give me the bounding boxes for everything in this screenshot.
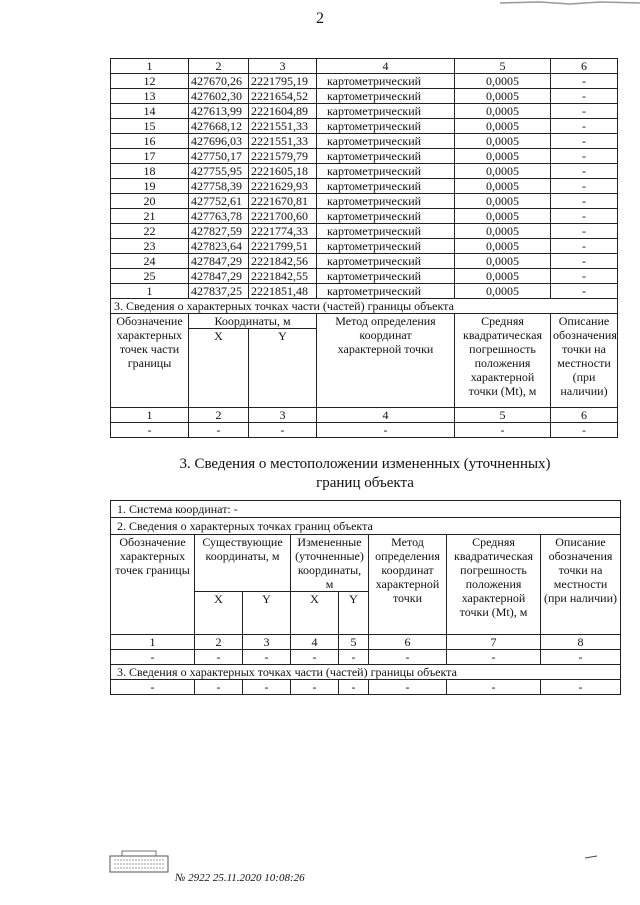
header-designation: Обозначение характерных точек границы <box>111 535 195 635</box>
cell-method: картометрический <box>317 284 455 299</box>
table-row <box>111 89 618 104</box>
cell-accuracy: 0,0005 <box>455 134 551 149</box>
table-row <box>111 179 618 194</box>
col-num: 5 <box>455 59 551 74</box>
cell-y: 2221551,33 <box>249 119 317 134</box>
cell-y: 2221799,51 <box>249 239 317 254</box>
cell-n: 22 <box>111 224 189 239</box>
header-y: Y <box>249 329 317 408</box>
pen-mark-icon <box>585 855 597 859</box>
changed-boundaries-table <box>110 500 621 695</box>
cell-x: 427827,59 <box>189 224 249 239</box>
table-row <box>111 284 618 299</box>
cell-y: 2221654,52 <box>249 89 317 104</box>
col-num: 3 <box>249 59 317 74</box>
cell-accuracy: 0,0005 <box>455 164 551 179</box>
cell-x: 427602,30 <box>189 89 249 104</box>
cell-n: 1 <box>111 284 189 299</box>
dash-cell: - <box>111 680 195 695</box>
cell-accuracy: 0,0005 <box>455 254 551 269</box>
dash-cell: - <box>369 650 447 665</box>
cell-x: 427750,17 <box>189 149 249 164</box>
col-num: 2 <box>189 408 249 423</box>
cell-x: 427823,64 <box>189 239 249 254</box>
cell-accuracy: 0,0005 <box>455 149 551 164</box>
header-existing: Существующие координаты, м <box>195 535 291 592</box>
cell-x: 427837,25 <box>189 284 249 299</box>
scan-edge-mark <box>500 0 640 6</box>
cell-y: 2221605,18 <box>249 164 317 179</box>
dash-cell: - <box>541 680 621 695</box>
cell-method: картометрический <box>317 254 455 269</box>
cell-accuracy: 0,0005 <box>455 74 551 89</box>
table-row <box>111 164 618 179</box>
cell-y: 2221579,79 <box>249 149 317 164</box>
cell-accuracy: 0,0005 <box>455 89 551 104</box>
header-row-1 <box>111 314 618 329</box>
cell-y: 2221629,93 <box>249 179 317 194</box>
table-row <box>111 194 618 209</box>
empty-data-row <box>111 650 621 665</box>
cell-x: 427752,61 <box>189 194 249 209</box>
col-num: 6 <box>369 635 447 650</box>
empty-data-row <box>111 680 621 695</box>
dash-cell: - <box>339 650 369 665</box>
cell-n: 15 <box>111 119 189 134</box>
dash-cell: - <box>455 423 551 438</box>
cell-x: 427613,99 <box>189 104 249 119</box>
col-num: 4 <box>317 408 455 423</box>
dash-cell: - <box>447 650 541 665</box>
cell-desc: - <box>551 194 618 209</box>
section2-title: 2. Сведения о характерных точках границ объекта <box>111 518 621 535</box>
cell-method: картометрический <box>317 179 455 194</box>
cell-method: картометрический <box>317 164 455 179</box>
cell-desc: - <box>551 284 618 299</box>
cell-accuracy: 0,0005 <box>455 194 551 209</box>
cell-desc: - <box>551 179 618 194</box>
section2-title-row <box>111 518 621 535</box>
col-num: 2 <box>195 635 243 650</box>
cell-desc: - <box>551 224 618 239</box>
col-num: 6 <box>551 59 618 74</box>
section3-title: 3. Сведения о характерных точках части (частей) границы объекта <box>111 665 621 680</box>
cell-n: 18 <box>111 164 189 179</box>
col-num: 1 <box>111 408 189 423</box>
cell-accuracy: 0,0005 <box>455 179 551 194</box>
cell-accuracy: 0,0005 <box>455 209 551 224</box>
header-description: Описание обозначения точки на местности (при наличии) <box>551 314 618 408</box>
col-num: 4 <box>291 635 339 650</box>
column-number-row <box>111 408 618 423</box>
header-changed-y: Y <box>339 592 369 635</box>
registration-stamp: № 2922 25.11.2020 10:08:26 <box>175 872 305 884</box>
col-num: 4 <box>317 59 455 74</box>
section-heading-line2: границ объекта <box>316 475 414 491</box>
dash-cell: - <box>291 650 339 665</box>
section3-title-row <box>111 665 621 680</box>
cell-method: картометрический <box>317 149 455 164</box>
cell-y: 2221774,33 <box>249 224 317 239</box>
header-designation: Обозначение характерных точек части границы <box>111 314 189 408</box>
table-row <box>111 269 618 284</box>
col-num: 7 <box>447 635 541 650</box>
dash-cell: - <box>243 650 291 665</box>
header-description: Описание обозначения точки на местности (при наличии) <box>541 535 621 635</box>
cell-n: 17 <box>111 149 189 164</box>
col-num: 3 <box>243 635 291 650</box>
dash-cell: - <box>339 680 369 695</box>
cell-x: 427847,29 <box>189 254 249 269</box>
cell-x: 427696,03 <box>189 134 249 149</box>
col-num: 5 <box>455 408 551 423</box>
col-num: 3 <box>249 408 317 423</box>
header-accuracy: Средняя квадратическая погрешность положения характерной точки (Mt), м <box>447 535 541 635</box>
cell-method: картометрический <box>317 239 455 254</box>
cell-desc: - <box>551 269 618 284</box>
dash-cell: - <box>249 423 317 438</box>
cell-accuracy: 0,0005 <box>455 284 551 299</box>
cell-x: 427758,39 <box>189 179 249 194</box>
cell-n: 21 <box>111 209 189 224</box>
cell-desc: - <box>551 74 618 89</box>
dash-cell: - <box>189 423 249 438</box>
header-changed: Измененные (уточненные) координаты, м <box>291 535 369 592</box>
cell-y: 2221604,89 <box>249 104 317 119</box>
column-number-row <box>111 59 618 74</box>
cell-method: картометрический <box>317 194 455 209</box>
header-existing-y: Y <box>243 592 291 635</box>
dash-cell: - <box>111 650 195 665</box>
cell-x: 427763,78 <box>189 209 249 224</box>
col-num: 2 <box>189 59 249 74</box>
col-num: 8 <box>541 635 621 650</box>
cell-y: 2221842,56 <box>249 254 317 269</box>
dash-cell: - <box>369 680 447 695</box>
col-num: 5 <box>339 635 369 650</box>
cell-n: 12 <box>111 74 189 89</box>
cell-desc: - <box>551 149 618 164</box>
cell-accuracy: 0,0005 <box>455 269 551 284</box>
section-heading-line1: 3. Сведения о местоположении измененных (уточненных) <box>179 456 551 472</box>
page-number: 2 <box>316 10 324 27</box>
table-row <box>111 134 618 149</box>
header-method: Метод определения координат характерной точки <box>317 314 455 408</box>
cell-n: 23 <box>111 239 189 254</box>
dash-cell: - <box>195 680 243 695</box>
cell-method: картометрический <box>317 74 455 89</box>
header-x: X <box>189 329 249 408</box>
cell-n: 16 <box>111 134 189 149</box>
cell-y: 2221700,60 <box>249 209 317 224</box>
cell-desc: - <box>551 164 618 179</box>
table-row <box>111 74 618 89</box>
table-row <box>111 239 618 254</box>
dash-cell: - <box>291 680 339 695</box>
cell-x: 427668,12 <box>189 119 249 134</box>
section3-title-row <box>111 299 618 314</box>
table-row <box>111 119 618 134</box>
col-num: 1 <box>111 59 189 74</box>
cell-y: 2221842,55 <box>249 269 317 284</box>
header-existing-x: X <box>195 592 243 635</box>
cell-method: картометрический <box>317 209 455 224</box>
cell-n: 14 <box>111 104 189 119</box>
cell-accuracy: 0,0005 <box>455 224 551 239</box>
cell-desc: - <box>551 89 618 104</box>
cell-desc: - <box>551 134 618 149</box>
col-num: 6 <box>551 408 618 423</box>
table-row <box>111 149 618 164</box>
coordinates-table <box>110 58 618 438</box>
dash-cell: - <box>551 423 618 438</box>
table-row <box>111 209 618 224</box>
header-accuracy: Средняя квадратическая погрешность положения характерной точки (Mt), м <box>455 314 551 408</box>
cell-desc: - <box>551 239 618 254</box>
cell-x: 427670,26 <box>189 74 249 89</box>
cell-accuracy: 0,0005 <box>455 119 551 134</box>
cell-n: 19 <box>111 179 189 194</box>
header-row-1 <box>111 535 621 592</box>
table-row <box>111 104 618 119</box>
cell-desc: - <box>551 254 618 269</box>
cell-method: картометрический <box>317 119 455 134</box>
col-num: 1 <box>111 635 195 650</box>
coord-system-row <box>111 501 621 518</box>
cell-accuracy: 0,0005 <box>455 239 551 254</box>
empty-data-row <box>111 423 618 438</box>
cell-method: картометрический <box>317 269 455 284</box>
cell-n: 13 <box>111 89 189 104</box>
cell-y: 2221795,19 <box>249 74 317 89</box>
table-row <box>111 254 618 269</box>
cell-x: 427847,29 <box>189 269 249 284</box>
cell-y: 2221551,33 <box>249 134 317 149</box>
dash-cell: - <box>447 680 541 695</box>
dash-cell: - <box>195 650 243 665</box>
cell-n: 24 <box>111 254 189 269</box>
cell-method: картометрический <box>317 89 455 104</box>
table-row <box>111 224 618 239</box>
cell-y: 2221670,81 <box>249 194 317 209</box>
dash-cell: - <box>541 650 621 665</box>
cell-method: картометрический <box>317 104 455 119</box>
dash-cell: - <box>317 423 455 438</box>
header-coords: Координаты, м <box>189 314 317 329</box>
dash-cell: - <box>243 680 291 695</box>
cell-desc: - <box>551 119 618 134</box>
cell-method: картометрический <box>317 224 455 239</box>
coord-system: 1. Система координат: - <box>111 501 621 518</box>
cell-desc: - <box>551 104 618 119</box>
cell-method: картометрический <box>317 134 455 149</box>
dash-cell: - <box>111 423 189 438</box>
cell-n: 20 <box>111 194 189 209</box>
header-method: Метод определения координат характерной точки <box>369 535 447 635</box>
cell-y: 2221851,48 <box>249 284 317 299</box>
cell-x: 427755,95 <box>189 164 249 179</box>
cell-n: 25 <box>111 269 189 284</box>
cell-accuracy: 0,0005 <box>455 104 551 119</box>
header-changed-x: X <box>291 592 339 635</box>
column-number-row <box>111 635 621 650</box>
section-heading <box>110 455 620 493</box>
cell-desc: - <box>551 209 618 224</box>
section3-title: 3. Сведения о характерных точках части (частей) границы объекта <box>111 299 618 314</box>
